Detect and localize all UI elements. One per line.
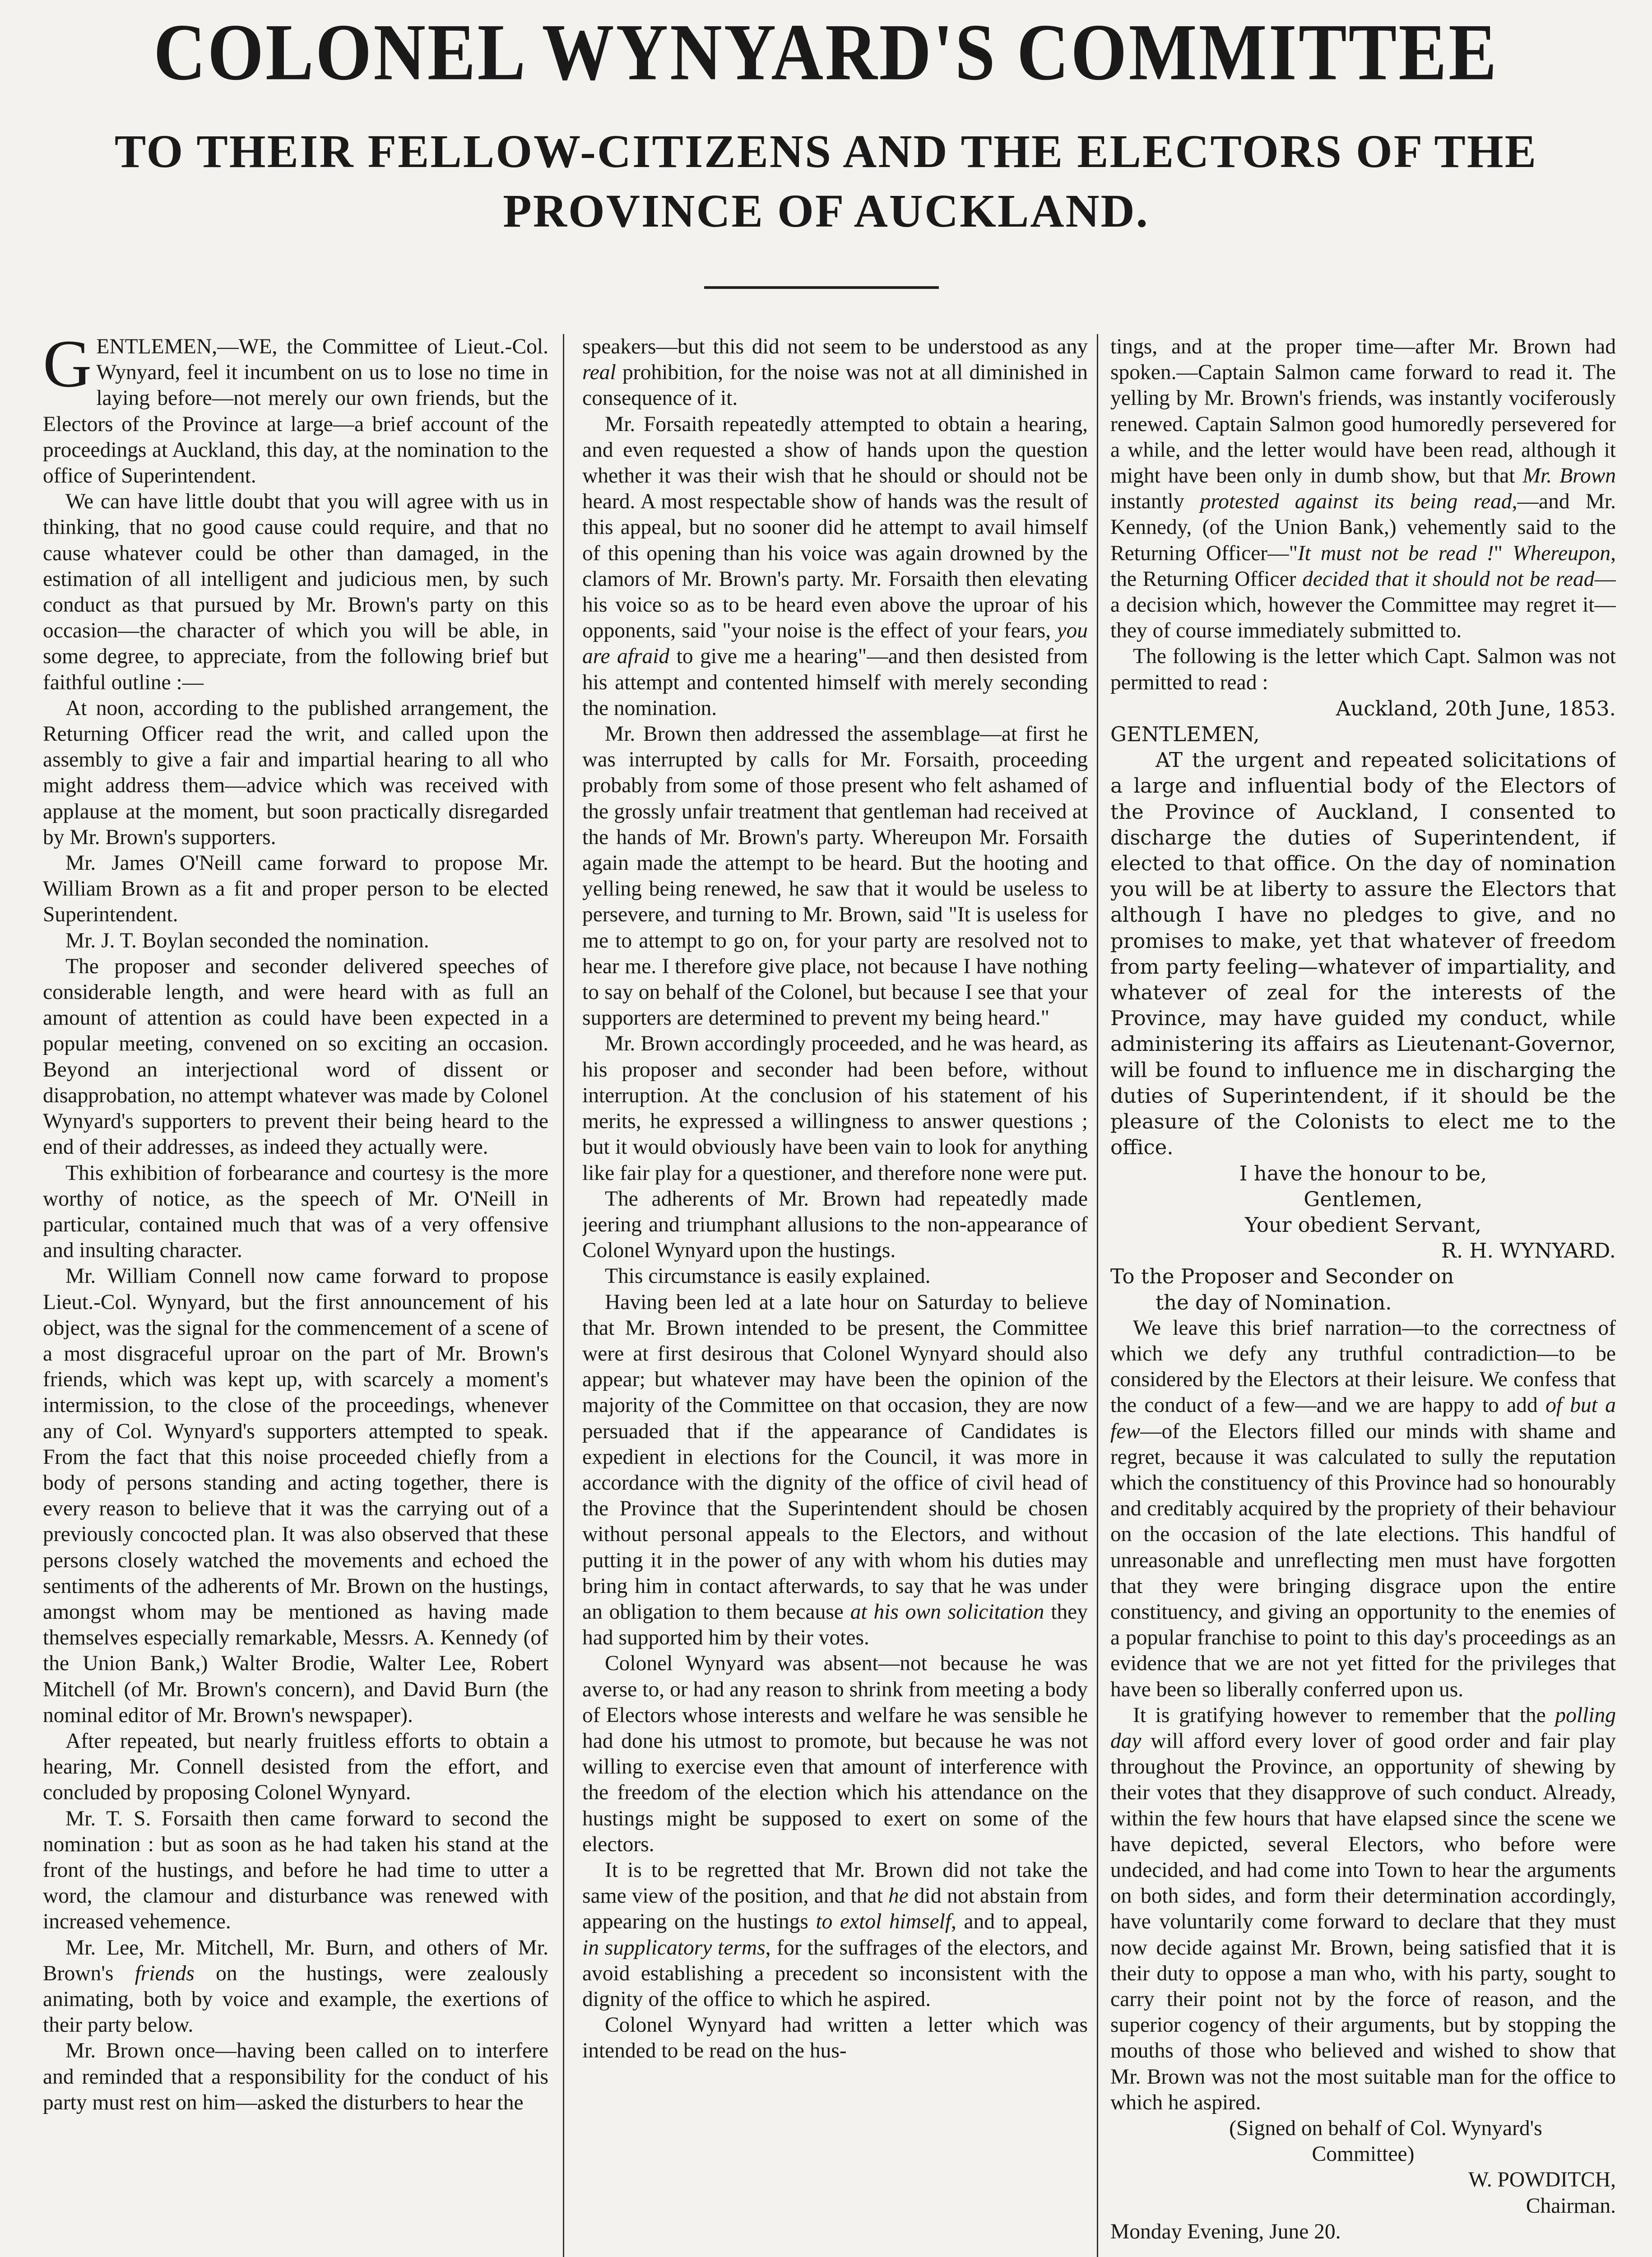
title-rule: [704, 286, 939, 289]
paragraph: The following is the letter which Capt. Salmon was not permitted to read :: [1110, 645, 1616, 694]
paragraph: The adherents of Mr. Brown had repeatedly made jeering and triumphant allusions to the non-appearance of Colonel Wynyard upon the hustings.: [582, 1187, 1088, 1263]
paragraph: Mr. William Connell now came forward to propose Lieut.-Col. Wynyard, but the first announcement of his object, was the signal for the commencement of a scene of a most disgraceful uproar on the part of Mr. Brown's friends, which was kept up, with scarcely a moment's intermission, to the close of the proceedings, whenever any of Col. Wynyard's supporters attempted to speak. From the fact that this noise proceeded chiefly from a body of persons standing and acting together, there is every reason to believe that it was the carrying out of a previously concocted plan. It was also observed that these persons closely watched the movements and echoed the sentiments of the adherents of Mr. Brown on the hustings, amongst whom may be mentioned as having made themselves especially remarkable, Messrs. A. Kennedy (of the Union Bank,) Walter Brodie, Walter Lee, Robert Mitchell (of Mr. Brown's concern), and David Burn (the nominal editor of Mr. Brown's newspaper).: [43, 1264, 548, 1727]
letter-address: To the Proposer and Seconder on: [1110, 1264, 1454, 1289]
paragraph: This exhibition of forbearance and courtesy is the more worthy of notice, as the speech of Mr. O'Neill in particular, contained much that was of a very offensive and insulting character.: [43, 1161, 548, 1263]
letter-close: Your obedient Servant,: [1244, 1212, 1481, 1237]
page-title: COLONEL WYNYARD'S COMMITTEE: [153, 7, 1499, 97]
paragraph: Mr. T. S. Forsaith then came forward to second the nomination : but as soon as he had taken his stand at the front of the hustings, and before he had time to utter a word, the clamour and disturbance was renewed with increased vehemence.: [43, 1807, 548, 1934]
paragraph: After repeated, but nearly fruitless efforts to obtain a hearing, Mr. Connell desisted from the effort, and concluded by proposing Colonel Wynyard.: [43, 1729, 548, 1805]
column-3: [1110, 334, 1616, 2257]
paragraph: It is to be regretted that Mr. Brown did not take the same view of the position, and that he did not abstain from appearing on the hustings to extol himself, and to appeal, in supplicatory terms, for the suffrages of the electors, and avoid establishing a precedent so inconsistent with the dignity of the office to which he aspired.: [582, 1858, 1088, 2011]
paragraph: speakers—but this did not seem to be understood as any real prohibition, for the noise was not at all diminished in consequence of it.: [582, 335, 1088, 410]
subtitle-line-1: TO THEIR FELLOW-CITIZENS AND THE ELECTORS OF THE: [114, 125, 1538, 177]
paragraph: GENTLEMEN,—WE, the Committee of Lieut.-Col. Wynyard, feel it incumbent on us to lose no time in laying before—not merely our own friends, but the Electors of the Province at large—a brief account of the proceedings at Auckland, this day, at the nomination to the office of Superintendent.: [43, 334, 548, 488]
paragraph: Having been led at a late hour on Saturday to believe that Mr. Brown intended to be present, the Committee were at first desirous that Colonel Wynyard should also appear; but whatever may have been the opinion of the majority of the Committee on that occasion, they are now persuaded that if the appearance of Candidates is expedient in elections for the Council, it was more in accordance with the dignity of the office of civil head of the Province that the Superintendent should be chosen without personal appeals to the Electors, and without putting it in the power of any with whom his duties may bring him in contact afterwards, to say that he was under an obligation to them because at his own solicitation they had supported him by their votes.: [582, 1290, 1088, 1650]
paragraph: Mr. James O'Neill came forward to propose Mr. William Brown as a fit and proper person to be elected Superintendent.: [43, 851, 548, 927]
paragraph: tings, and at the proper time—after Mr. Brown had spoken.—Captain Salmon came forward to read it. The yelling by Mr. Brown's friends, was instantly vociferously renewed. Captain Salmon good humoredly persevered for a while, and the letter would have been read, although it might have been only in dumb show, but that Mr. Brown instantly protested against its being read,—and Mr. Kennedy, (of the Union Bank,) vehemently said to the Returning Officer—"It must not be read !" Whereupon, the Returning Officer decided that it should not be read—a decision which, however the Committee may regret it—they of course immediately submitted to.: [1110, 335, 1616, 643]
paragraph: Mr. Brown then addressed the assemblage—at first he was interrupted by calls for Mr. Forsaith, proceeding probably from some of those present who felt ashamed of the grossly unfair treatment that gentleman had received at the hands of Mr. Brown's party. Whereupon Mr. Forsaith again made the attempt to be heard. But the hooting and yelling being renewed, he saw that it would be useless to persevere, and turning to Mr. Brown, said "It is useless for me to attempt to go on, for your party are resolved not to hear me. I therefore give place, not because I have nothing to say on behalf of the Colonel, but because I see that your supporters are determined to prevent my being heard.": [582, 722, 1088, 1030]
paragraph: This circumstance is easily explained.: [605, 1264, 931, 1288]
signed-line: Committee): [1312, 2142, 1415, 2166]
letter-salutation: GENTLEMEN,: [1110, 722, 1260, 747]
paragraph: We can have little doubt that you will agree with us in thinking, that no good cause could require, and that no cause whatever could be other than damaged, in the estimation of all intelligent and judicious men, by such conduct as that pursued by Mr. Brown's party on this occasion—the character of which you will be able, in some degree, to appreciate, from the following brief but faithful outline :—: [43, 490, 548, 694]
chairman-role: Chairman.: [1526, 2194, 1616, 2218]
column-divider: [563, 334, 564, 2257]
column-divider: [1097, 334, 1098, 2257]
paragraph: Mr. Lee, Mr. Mitchell, Mr. Burn, and others of Mr. Brown's friends on the hustings, were zealously animating, both by voice and example, the exertions of their party below.: [43, 1936, 548, 2037]
column-2: [582, 334, 1088, 2257]
letter: [1110, 696, 1616, 1315]
paragraph: The proposer and seconder delivered speeches of considerable length, and were heard with as full an amount of attention as could have been expected in a popular meeting, convened on so exciting an occasion. Beyond an interjectional word of dissent or disapprobation, no attempt whatever was made by Colonel Wynyard's supporters to prevent their being heard to the end of their addresses, as indeed they actually were.: [43, 954, 548, 1159]
letter-signature: R. H. WYNYARD.: [1441, 1239, 1616, 1263]
paragraph: At noon, according to the published arrangement, the Returning Officer read the writ, and called upon the assembly to give a fair and impartial hearing to all who might address them—advice which was received with applause at the moment, but soon practically disregarded by Mr. Brown's supporters.: [43, 696, 548, 849]
paragraph: Mr. Brown once—having been called on to interfere and reminded that a responsibility for the conduct of his party must rest on him—asked the disturbers to hear the: [43, 2039, 548, 2114]
subtitle-line-2: PROVINCE OF AUCKLAND.: [503, 185, 1149, 237]
paragraph: Mr. J. T. Boylan seconded the nomination.: [65, 929, 429, 952]
letter-date: Auckland, 20th June, 1853.: [1336, 696, 1616, 720]
letter-address: the day of Nomination.: [1155, 1290, 1392, 1314]
paragraph: It is gratifying however to remember that the polling day will afford every lover of good order and fair play throughout the Province, an opportunity of shewing by their votes that they disapprove of such conduct. Already, within the few hours that have elapsed since the scene we have depicted, several Electors, who before were undecided, and had come into Town to hear the arguments on both sides, and form their determination accordingly, have voluntarily come forward to declare that they must now decide against Mr. Brown, being satisfied that it is their duty to oppose a man who, with his party, sought to carry their point not by the force of reason, and the superior cogency of their arguments, but by stopping the mouths of those who believed and wished to show that Mr. Brown was not the most suitable man for the office to which he aspired.: [1110, 1703, 1616, 2114]
chairman-name: W. POWDITCH,: [1468, 2168, 1616, 2192]
signed-line: (Signed on behalf of Col. Wynyard's: [1229, 2117, 1542, 2141]
paragraph: Mr. Forsaith repeatedly attempted to obtain a hearing, and even requested a show of hands upon the question whether it was their wish that he should or should not be heard. A most respectable show of hands was the result of this appeal, but no sooner did he attempt to avail himself of this opening than his voice was again drowned by the clamors of Mr. Brown's party. Mr. Forsaith then elevating his voice so as to be heard even above the uproar of his opponents, said "your noise is the effect of your fears, you are afraid to give me a hearing"—and then desisted from his attempt and contented himself with merely seconding the nomination.: [582, 412, 1088, 720]
page-subtitle: [27, 122, 1625, 241]
paragraph: We leave this brief narration—to the correctness of which we defy any truthful contradiction—to be considered by the Electors at their leisure. We confess that the conduct of a few—and we are happy to add of but a few—of the Electors filled our minds with shame and regret, because it was calculated to sully the reputation which the constituency of this Province had so honourably and creditably acquired by the propriety of their behaviour on the occasion of the late elections. This handful of unreasonable and unreflecting men must have forgotten that they were bringing disgrace upon the entire constituency, and giving an opportunity to the enemies of a popular franchise to point to this day's proceedings as an evidence that we are not yet fitted for the privileges that have been so liberally conferred upon us.: [1110, 1316, 1616, 1701]
paragraph: Colonel Wynyard had written a letter which was intended to be read on the hus-: [582, 2013, 1088, 2063]
column-1: [43, 334, 548, 2257]
paragraph: Mr. Brown accordingly proceeded, and he was heard, as his proposer and seconder had been before, without interruption. At the conclusion of his statement of his merits, he expressed a willingness to answer questions ; but it would obviously have been vain to look for anything like fair play for a questioner, and therefore none were put.: [582, 1032, 1088, 1185]
letter-close: I have the honour to be,: [1239, 1161, 1487, 1185]
drop-cap: G: [43, 334, 92, 401]
paragraph: Colonel Wynyard was absent—not because he was averse to, or had any reason to shrink from meeting a body of Electors whose interests and welfare he was sensible he had done his utmost to promote, but because he was not willing to exercise even that amount of interference with the freedom of the election which his attendance on the hustings might be supposed to exert on some of the electors.: [582, 1652, 1088, 1856]
dateline: Monday Evening, June 20.: [1110, 2220, 1341, 2243]
letter-body: AT the urgent and repeated solicitations of a large and influential body of the Electors of the Province of Auckland, I consented to discharge the duties of Superintendent, if elected to that office. On the day of nomination you will be at liberty to assure the Electors that although I have no pledges to give, and no promises to make, yet that whatever of freedom from party feeling—whatever of impartiality, and whatever of zeal for the interests of the Province, may have guided my conduct, while administering its affairs as Lieutenant-Governor, will be found to influence me in discharging the duties of Superintendent, if it should be the pleasure of the Colonists to elect me to the office.: [1110, 748, 1616, 1160]
letter-close: Gentlemen,: [1304, 1187, 1423, 1211]
